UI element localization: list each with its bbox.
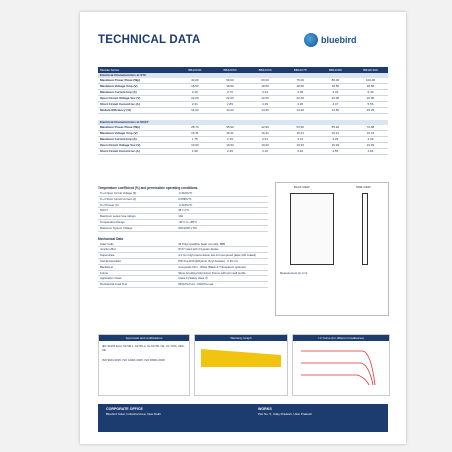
spec-label: Frame (100, 270, 109, 275)
iv-curve-box (292, 334, 390, 396)
table-cell: 80.00 (331, 78, 340, 82)
table-cell: 22.00 (296, 96, 304, 100)
spec-value: 600/1000 V DC (178, 225, 198, 230)
table-cell: 3.30 (297, 149, 304, 153)
table-cell: 5.56 (367, 102, 374, 106)
table-cell: 18.50 (191, 84, 199, 88)
stc-header-cell: BB12C40 (188, 68, 202, 72)
warranty-box (194, 334, 288, 396)
table-cell: 18.50 (331, 84, 340, 88)
table-cell: 1.75 (191, 137, 198, 141)
noct-subtitle: Electrical Characteristics at NOCT (98, 120, 388, 125)
table-cell: 19.93 (191, 143, 199, 147)
stc-table (98, 67, 388, 155)
table-cell: 60.00 (261, 78, 269, 82)
iv-curve-line (301, 375, 369, 385)
table-cell: Maximum Power Pmax (Wp) (100, 125, 141, 129)
stc-header-cell: BB12C100 (363, 68, 378, 72)
spec-label: Mechanical Load Test (100, 282, 128, 287)
table-cell: 40.00 (191, 78, 199, 82)
warranty-heading: Warranty Graph (195, 335, 287, 341)
page-title: TECHNICAL DATA (98, 34, 201, 46)
table-cell: 100.00 (365, 78, 376, 82)
table-cell: 18.50 (226, 84, 234, 88)
spec-value: PID free EVA (Ethylene Vinyl Acetate) - 0.45 mm (178, 258, 239, 263)
table-cell: 42.96 (261, 125, 269, 129)
spec-label: Junction Box (100, 247, 117, 252)
iv-curve-line (301, 363, 373, 385)
table-cell: 14.03 (191, 108, 199, 112)
spec-label: Backsheet (100, 264, 114, 269)
spec-label: Cell Encapsulant (100, 258, 121, 263)
table-cell: 15.25 (366, 108, 375, 112)
table-cell: 2.39 (227, 149, 233, 153)
spec-value: -0.415%/°K (178, 202, 193, 207)
table-cell: 16.41 (331, 131, 340, 135)
stc-header-cell: Module Series (100, 68, 120, 72)
stc-header-cell: BB12C80 (328, 68, 342, 72)
table-cell: 14.40 (296, 108, 304, 112)
table-cell: 4.05 (297, 90, 304, 94)
footer-office (106, 407, 236, 416)
table-cell: Open Circuit Voltage Voc (V) (100, 96, 141, 100)
spec-value: 0.059%/°K (178, 196, 192, 201)
table-cell: 5.40 (367, 90, 374, 94)
table-cell: 16.41 (191, 131, 199, 135)
table-cell: 4.32 (332, 90, 339, 94)
stc-header-cell: BB12C75 (293, 68, 307, 72)
stc-subtitle: Electrical Characteristics at STC (98, 73, 388, 78)
spec-value: IP 67 rated with 2 bypass diodes (178, 247, 219, 252)
table-cell: 75.00 (296, 78, 304, 82)
spec-label: Application Class (100, 276, 122, 281)
table-cell: 3.55 (332, 149, 339, 153)
noct-rows (98, 125, 388, 155)
iv-curve-line (301, 351, 375, 385)
table-cell: 53.50 (296, 125, 304, 129)
table-cell: 14.25 (261, 108, 269, 112)
stc-header-cell: BB12C60 (258, 68, 272, 72)
approvals-heading: Approvals and certifications (99, 335, 189, 341)
table-cell: 22.00 (331, 96, 340, 100)
table-cell: 19.93 (296, 143, 304, 147)
back-view-label: BACK VIEW (294, 185, 310, 189)
table-cell: Module Efficiency (%) (100, 108, 132, 112)
spec-value: 3.2 mm high transmission low iron tempered glass (AR coated) (178, 253, 257, 258)
measurement-label: Measurement (in mm) (280, 271, 308, 275)
table-cell: 4.20 (297, 102, 304, 106)
spec-label: NOCT (100, 208, 108, 213)
spec-label: Superstrate (100, 253, 115, 258)
table-cell: 19.93 (226, 143, 234, 147)
certifications-section (98, 334, 388, 394)
spec-label: Solar Cells (100, 241, 114, 246)
table-cell: 35.90 (226, 125, 234, 129)
table-cell: 18.50 (296, 84, 304, 88)
warranty-graph (195, 341, 287, 371)
table-cell: 18.50 (366, 84, 375, 88)
spec-value: Silver Anodized Aluminium Frame with twin wall profile (178, 270, 246, 275)
module-drawing (275, 182, 389, 316)
spec-value: -0.310%/°K (178, 191, 193, 195)
spec-value: 10A (178, 214, 184, 219)
spec-value: Class A (Safety class II) (178, 276, 208, 281)
table-cell: 14.03 (226, 108, 234, 112)
table-cell: 2.31 (191, 102, 198, 106)
table-cell: Maximum Current Imp (A) (100, 137, 137, 141)
table-cell: 2.18 (227, 137, 233, 141)
table-cell: 2.89 (227, 102, 233, 106)
table-cell: Short Circuit Current Isc (A) (100, 149, 140, 153)
table-cell: 3.29 (332, 137, 339, 141)
footer (98, 404, 388, 432)
spec-label: Maximum System Voltage (100, 225, 133, 230)
brand-logo-icon (304, 33, 318, 47)
iv-curve-heading: I-V Curve (for different irradiances) (293, 335, 389, 341)
table-cell: 19.93 (331, 143, 340, 147)
table-cell: 14.50 (331, 108, 340, 112)
table-cell: 22.00 (191, 96, 199, 100)
approvals-quality: ISO 9001:2015, ISO 14001:2015, ISO 45001:2018 (102, 358, 165, 362)
table-cell: Maximum Voltage Vmp (V) (100, 131, 138, 135)
module-back-view (290, 193, 334, 265)
footer-works-address: Plot No. 5, Uday Pradesh, Uttar Pradesh (258, 412, 313, 416)
spec-value: 36 Polycrystalline Solar cut cells, 5BB (178, 241, 225, 246)
temp-rows (98, 191, 268, 232)
table-cell: 16.41 (261, 131, 269, 135)
table-cell: 3.24 (262, 90, 268, 94)
table-cell: 22.00 (366, 96, 375, 100)
table-cell: 2.70 (227, 90, 233, 94)
table-cell: 50.00 (226, 78, 234, 82)
table-cell: Short Circuit Current Isc (A) (100, 102, 140, 106)
table-cell: 22.00 (226, 96, 234, 100)
brand-logo (304, 32, 376, 48)
table-cell: 1.98 (191, 149, 198, 153)
table-cell: 2.16 (191, 90, 198, 94)
table-cell: Open Circuit Voltage Voc (V) (100, 143, 141, 147)
spec-value: 5400 Pa front / 2400 Pa rear (178, 282, 214, 287)
table-cell: 4.47 (332, 102, 339, 106)
table-cell: 4.39 (367, 137, 374, 141)
iv-curve-graph (293, 341, 389, 391)
table-cell: Maximum Current Imp (A) (100, 90, 137, 94)
table-cell: Maximum Power Pmax (Wp) (100, 78, 141, 82)
module-side-view (362, 193, 368, 265)
table-cell: 55.20 (331, 125, 340, 129)
warranty-area (201, 349, 281, 367)
datasheet-page (80, 12, 406, 444)
spec-label: % of Power (δ) (100, 202, 119, 207)
table-cell: 19.93 (366, 143, 375, 147)
table-cell: 72.08 (366, 125, 375, 129)
temp-section (98, 184, 268, 288)
spec-label: Temperature Range (100, 219, 125, 224)
spec-value: 45 ± 2°C (178, 208, 190, 213)
table-row (98, 149, 388, 155)
table-cell: 16.41 (366, 131, 375, 135)
footer-works (258, 407, 388, 416)
table-cell: 16.41 (296, 131, 304, 135)
mech-rows (98, 242, 268, 288)
footer-office-address: Bluebird Solar, Industrial Area, New Delhi (106, 412, 161, 416)
spec-value: Composite Film - White (Black & Transparent optional) (178, 264, 246, 269)
table-cell: 3.39 (262, 102, 268, 106)
table-cell: 22.00 (261, 96, 269, 100)
spec-value: -40°C to +85°C (178, 219, 198, 224)
table-cell: 28.74 (191, 125, 199, 129)
approvals-products: IEC 61215 Ed.2, 61730-1, 61730-2, UL 61730, CE, UL 1703, CEC, CE (102, 344, 185, 352)
mech-heading: Mechanical Data (98, 236, 123, 241)
spec-row (98, 282, 268, 288)
stc-header-cell: BB12C50 (223, 68, 237, 72)
brand-name: bluebird (321, 35, 357, 45)
footer-office-title: CORPORATE OFFICE (106, 407, 143, 411)
table-cell: 18.50 (261, 84, 269, 88)
spec-label: % of Short Circuit Current (α) (100, 196, 137, 201)
spec-row (98, 226, 268, 232)
table-cell: 2.61 (262, 137, 268, 141)
table-cell: Maximum Voltage Vmp (V) (100, 84, 138, 88)
table-cell: 19.93 (261, 143, 269, 147)
temp-heading: Temperature coefficient (%) and permissible operating conditions. (98, 186, 199, 190)
table-cell: 4.81 (367, 149, 374, 153)
stc-rows (98, 78, 388, 114)
table-cell: 16.41 (226, 131, 234, 135)
spec-label: Maximum series fuse ratings (100, 214, 136, 219)
footer-works-title: WORKS (258, 407, 272, 411)
side-view-label: SIDE VIEW (356, 185, 371, 189)
table-cell: 3.31 (297, 137, 304, 141)
approvals-box (98, 334, 190, 396)
table-cell: 3.10 (262, 149, 268, 153)
spec-label: % of Open Circuit Voltage (β) (100, 191, 137, 195)
